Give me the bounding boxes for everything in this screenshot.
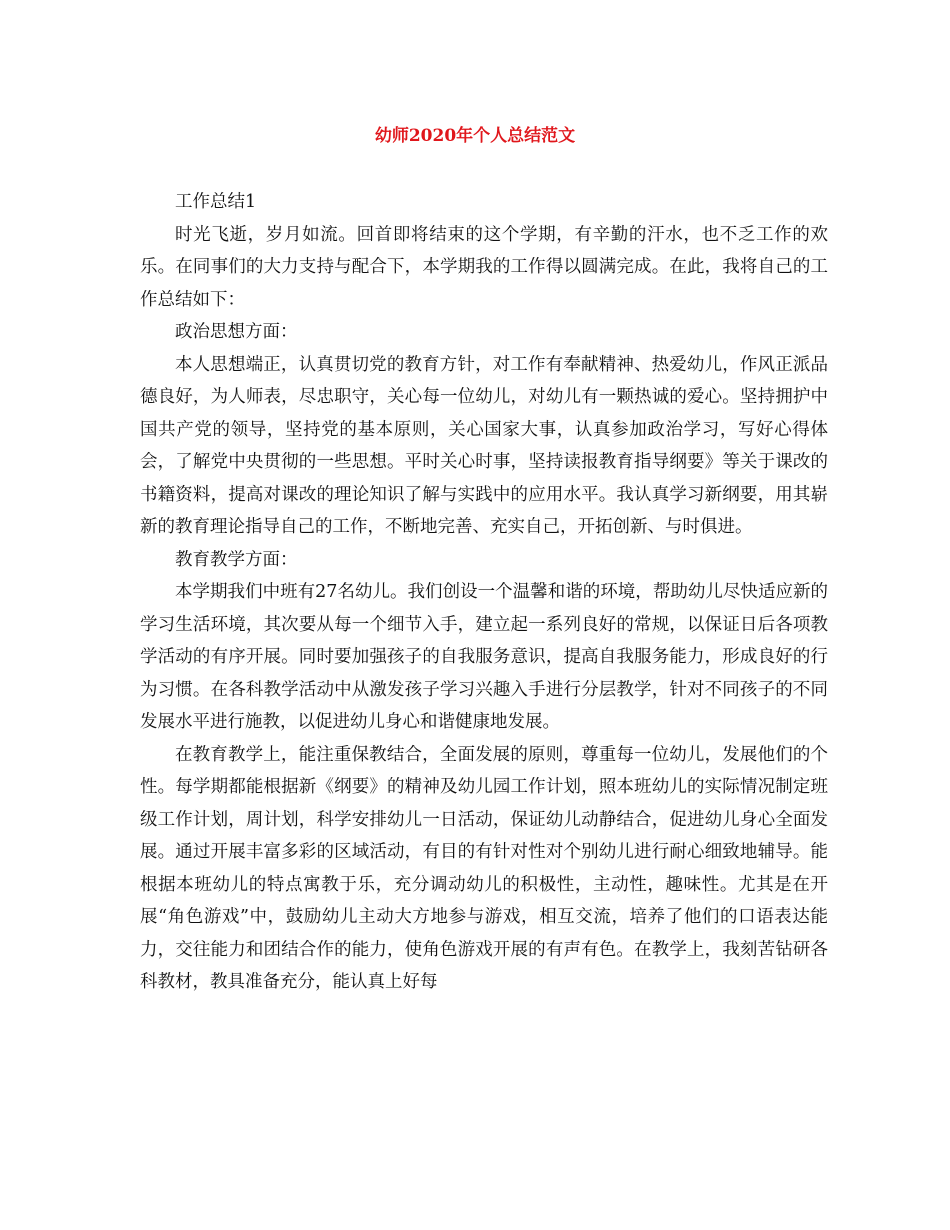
paragraph-teaching-class: 本学期我们中班有27名幼儿。我们创设一个温馨和谐的环境，帮助幼儿尽快适应新的学习生活环境，其次要从每一个细节入手，建立起一系列良好的常规，以保证日后各项教学活动的有序开展。同时要加强孩子的自我服务意识，提高自我服务能力，形成良好的行为习惯。在各科教学活动中从激发孩子学习兴趣入手进行分层教学，针对不同孩子的不同发展水平进行施教，以促进幼儿身心和谐健康地发展。: [140, 582, 828, 732]
paragraph-teaching-practice: 在教育教学上，能注重保教结合，全面发展的原则，尊重每一位幼儿，发展他们的个性。每学期都能根据新《纲要》的精神及幼儿园工作计划，照本班幼儿的实际情况制定班级工作计划，周计划，科学安排幼儿一日活动，保证幼儿动静结合，促进幼儿身心全面发展。通过开展丰富多彩的区域活动，有目的有针对性对个别幼儿进行耐心细致地辅导。能根据本班幼儿的特点寓教于乐，充分调动幼儿的积极性，主动性，趣味性。尤其是在开展“角色游戏”中，鼓励幼儿主动大方地参与游戏，相互交流，培养了他们的口语表达能力，交往能力和团结合作的能力，使角色游戏开展的有声有色。在教学上，我刻苦钻研各科教材，教具准备充分，能认真上好每: [140, 744, 828, 992]
paragraph-political: 本人思想端正，认真贯切党的教育方针，对工作有奉献精神、热爱幼儿，作风正派品德良好，为人师表，尽忠职守，关心每一位幼儿，对幼儿有一颗热诚的爱心。坚持拥护中国共产党的领导，坚持党的基本原则，关心国家大事，认真参加政治学习，写好心得体会，了解党中央贯彻的一些思想。平时关心时事，坚持读报教育指导纲要》等关于课改的书籍资料，提高对课改的理论知识了解与实践中的应用水平。我认真学习新纲要，用其崭新的教育理论指导自己的工作，不断地完善、充实自己，开拓创新、与时俱进。: [140, 354, 828, 537]
paragraph-heading-work-summary: 工作总结1: [175, 192, 257, 212]
document-body: [140, 186, 828, 999]
paragraph-intro: 时光飞逝，岁月如流。回首即将结束的这个学期，有辛勤的汗水，也不乏工作的欢乐。在同事们的大力支持与配合下，本学期我的工作得以圆满完成。在此，我将自己的工作总结如下：: [140, 224, 828, 310]
document-title: 幼师2020年个人总结范文: [374, 126, 576, 146]
paragraph-heading-political: 政治思想方面：: [175, 322, 298, 342]
paragraph-heading-teaching: 教育教学方面：: [175, 549, 298, 570]
